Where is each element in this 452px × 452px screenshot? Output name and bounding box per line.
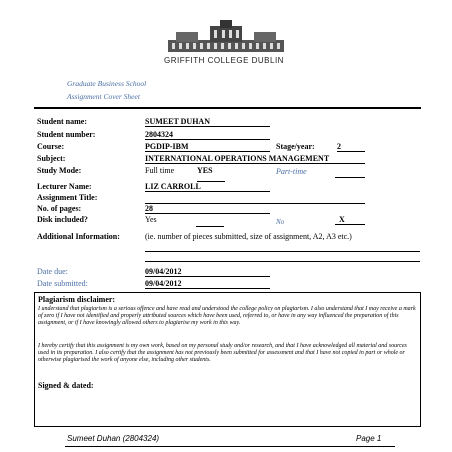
footer-author: Sumeet Duhan (2804324) [67, 434, 160, 443]
lecturer-label: Lecturer Name: [37, 182, 92, 191]
disk-yes-field[interactable] [196, 215, 224, 227]
college-name: GRIFFITH COLLEGE DUBLIN [164, 56, 284, 65]
disclaimer-title: Plagiarism disclaimer: [38, 295, 116, 304]
full-time-field[interactable]: YES [197, 166, 225, 182]
student-name-field[interactable]: SUMEET DUHAN [145, 117, 270, 127]
stage-label: Stage/year: [276, 142, 315, 151]
college-building-logo [166, 18, 286, 54]
footer-rule [65, 446, 395, 447]
course-field[interactable]: PGDIP-IBM [145, 142, 270, 152]
part-time-field[interactable] [335, 166, 365, 178]
part-time-label: Part-time [276, 167, 307, 176]
disk-no-label: No [276, 218, 285, 226]
study-mode-label: Study Mode: [37, 166, 82, 175]
additional-info-label: Additional Information: [37, 232, 120, 241]
date-submitted-field[interactable]: 09/04/2012 [145, 279, 270, 289]
disclaimer-paragraph-2: I hereby certify that this assignment is my own work, based on my personal study and/or research, and that I have acknowledged all material and sources used in its preparation. I also certify that the assignment has not previously been submitted for assessment and that I have not copied in part or whole or otherwise plagiarised the work of anyone else, including other students. [38, 343, 407, 364]
full-time-label: Full time [145, 166, 175, 175]
signed-dated-label: Signed & dated: [38, 381, 94, 390]
header-divider [34, 107, 421, 109]
school-name: Graduate Business School [67, 79, 147, 88]
student-number-field[interactable]: 2804324 [145, 130, 270, 140]
footer-page-number: Page 1 [356, 434, 382, 443]
subject-label: Subject: [37, 154, 66, 163]
disk-label: Disk included? [37, 215, 88, 224]
course-label: Course: [37, 142, 65, 151]
additional-info-line-1[interactable] [145, 243, 420, 252]
plagiarism-disclaimer-box [34, 292, 421, 427]
date-submitted-label: Date submitted: [37, 279, 88, 288]
student-name-label: Student name: [37, 117, 88, 126]
disk-yes-label: Yes [145, 215, 157, 224]
date-due-field[interactable]: 09/04/2012 [145, 267, 270, 277]
additional-info-line-2[interactable] [145, 261, 420, 262]
assignment-title-field[interactable] [145, 193, 365, 204]
sheet-title: Assignment Cover Sheet [67, 92, 140, 101]
additional-info-hint: (ie. number of pieces submitted, size of assignment, A2, A3 etc.) [145, 232, 352, 241]
disk-no-field[interactable]: X [335, 215, 365, 225]
student-number-label: Student number: [37, 130, 96, 139]
stage-field[interactable]: 2 [337, 142, 365, 152]
assignment-title-label: Assignment Title: [37, 193, 98, 202]
pages-label: No. of pages: [37, 204, 82, 213]
disclaimer-paragraph-1: I understand that plagiarism is a serious offence and have read and understood the college policy on plagiarism. I also understand that I may receive a mark of zero if I have not identified and properly attributed sources which have been used, referred to, or have in any way influenced the preparation of this assignment, or if I have knowingly allowed others to plagiarise my work in this way. [38, 306, 416, 327]
subject-field[interactable]: INTERNATIONAL OPERATIONS MANAGEMENT [145, 154, 365, 164]
lecturer-field[interactable]: LIZ CARROLL [145, 182, 270, 192]
date-due-label: Date due: [37, 267, 68, 276]
pages-field[interactable]: 28 [145, 204, 270, 214]
